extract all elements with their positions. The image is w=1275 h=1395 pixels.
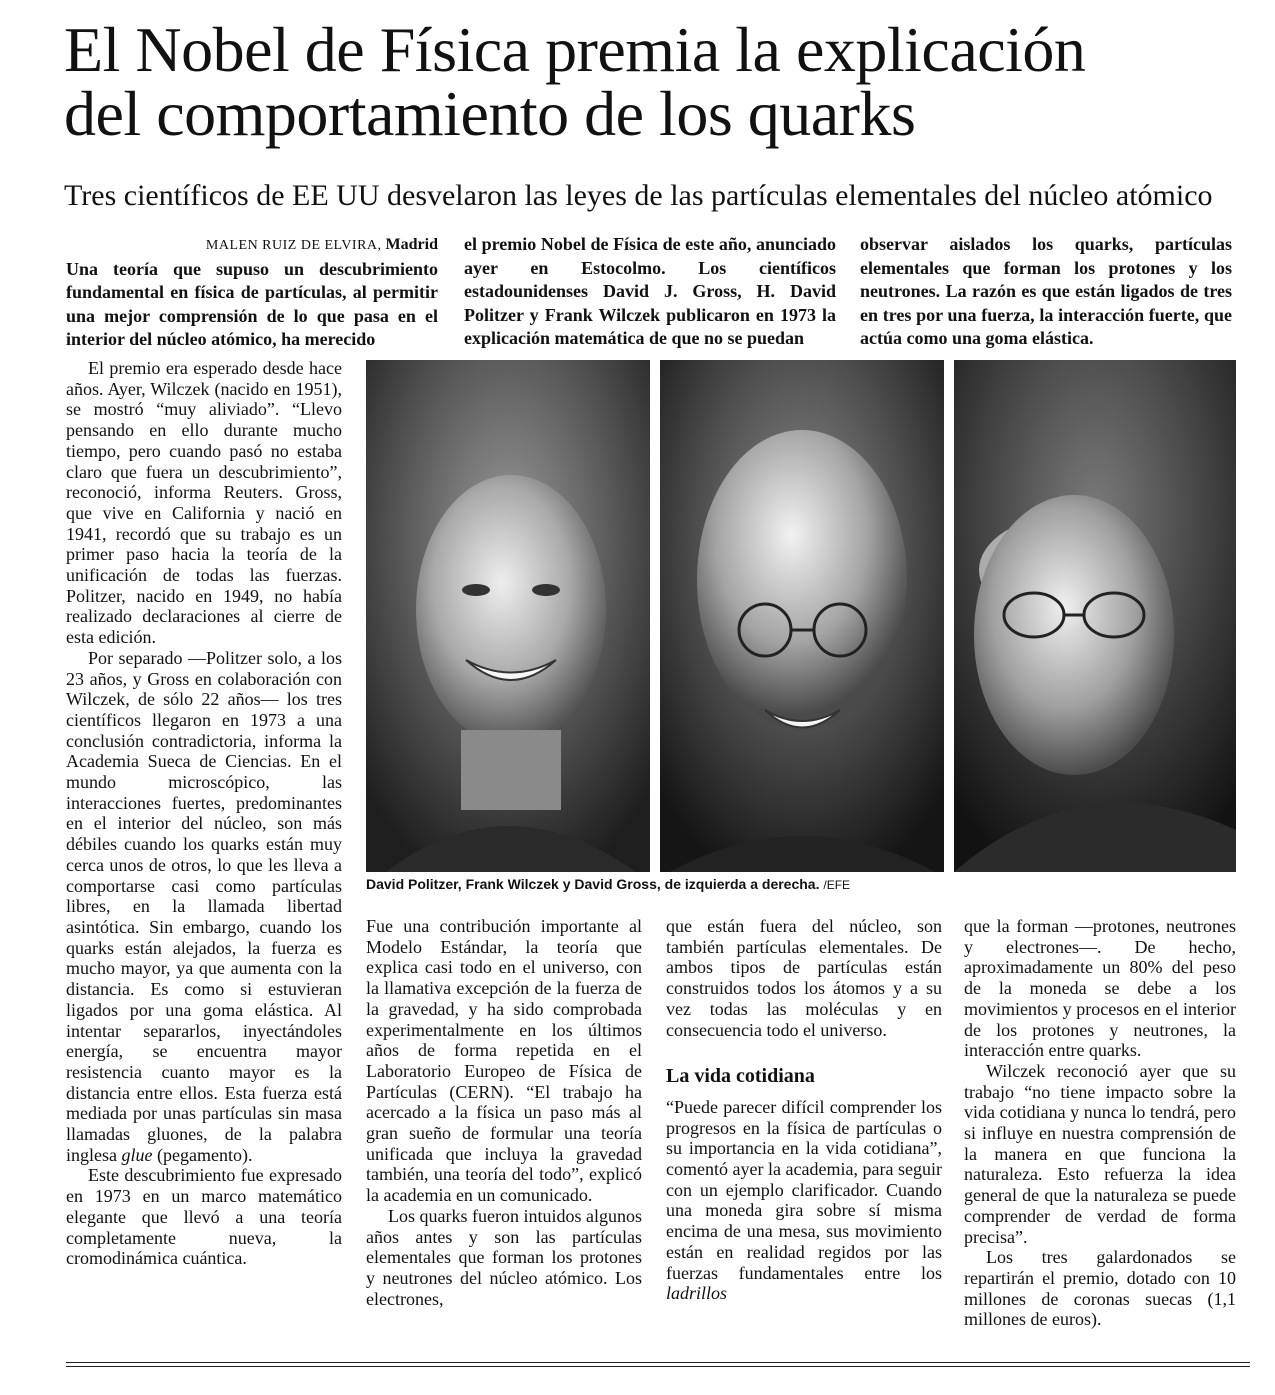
paragraph: Wilczek reconoció ayer que su trabajo “no tiene impacto sobre la vida cotidiana y nunca lo tendrá, pero si influye en nuestra comprensión de la manera en que funciona la naturaleza. Esto refuerza la idea general de que la naturaleza se puede comprender de verdad de forma precisa”. [964, 1060, 1236, 1247]
paragraph-text: Por separado —Politzer solo, a los 23 años, y Gross en colaboración con Wilczek, de sólo 22 años— los tres científicos llegaron en 1973 a una conclusión contradictoria, informa la Academia Sueca de Ciencias. En el mundo microscópico, las interacciones fuertes, predominantes en el interior del núcleo, son más débiles cuando los quarks están muy cerca unos de otros, lo que les lleva a comportarse casi como partículas libres, en la llamada libertad asintótica. Sin embargo, cuando los quarks están alejados, la fuerza es mucho mayor, ya que aumenta con la distancia. Es como si estuvieran ligados por una goma elástica. Al intentar separarlos, inyectándoles energía, se encuentra mayor resistencia cuanto mayor es la distancia entre ellos. Esta fuerza está mediada por unas partículas sin masa llamadas gluones, de la palabra inglesa [66, 647, 342, 1165]
glue-word: glue [121, 1144, 153, 1165]
portrait-image [366, 360, 650, 872]
paragraph-text: “Puede parecer difícil comprender los progresos en la física de partículas o su importancia en la vida cotidiana”, comentó ayer la academia, para seguir con un ejemplo clarificador. Cuando una moneda gira sobre sí misma encima de una mesa, sus movimiento están en realidad regidos por las fuerzas fundamentales entre los [666, 1096, 942, 1283]
caption-text: David Politzer, Frank Wilczek y David Gross, de izquierda a derecha. [366, 876, 820, 892]
headline-line-1: El Nobel de Física premia la explicación [64, 14, 1086, 85]
paragraph: que la forman —protones, neutrones y electrones—. De hecho, aproximadamente un 80% del peso de la moneda se debe a los movimientos y procesos en el interior de los protones y neutrones, la interacción entre quarks. [964, 916, 1236, 1061]
photo-gross [954, 360, 1236, 872]
paragraph: Los quarks fueron intuidos algunos años antes y son las partículas elementales que forman los protones y neutrones del núcleo atómico. Los electrones, [366, 1205, 642, 1309]
photo-wilczek [660, 360, 944, 872]
body-column-2 [366, 916, 642, 1309]
byline-city: Madrid [385, 236, 438, 253]
body-column-3 [666, 916, 942, 1304]
byline [66, 233, 438, 258]
photo-politzer [366, 360, 650, 872]
portrait-image [954, 360, 1236, 872]
lead-column-2 [464, 233, 836, 351]
paragraph-text: (pegamento). [157, 1144, 253, 1165]
paragraph: que están fuera del núcleo, son también partículas elementales. De ambos tipos de partículas están construidos todos los átomos y a su vez todas las moléculas y en consecuencia todo el universo. [666, 916, 942, 1040]
lead-text-3: observar aislados los quarks, partículas elementales que forman los protones y los neutrones. La razón es que están ligados de tres en tres por una fuerza, la interacción fuerte, que actúa como una goma elástica. [860, 234, 1232, 348]
photo-caption [366, 876, 1246, 892]
paragraph: El premio era esperado desde hace años. Ayer, Wilczek (nacido en 1951), se mostró “muy aliviado”. “Llevo pensando en ello durante mucho tiempo, pero cuando pasó no estaba claro que fuera un descubrimiento”, reconoció, informa Reuters. Gross, que vive en California y nació en 1941, recordó que su trabajo es un primer paso hacia la teoría de la unificación de todas las fuerzas. Politzer, nacido en 1949, no había realizado declaraciones al cierre de esta edición. [66, 358, 342, 648]
bottom-rule [66, 1362, 1250, 1363]
bottom-rule [66, 1366, 1250, 1367]
lead-text-2: el premio Nobel de Física de este año, anunciado ayer en Estocolmo. Los científicos estadounidenses David J. Gross, H. David Politzer y Frank Wilczek publicaron en 1973 la explicación matemática de que no se puedan [464, 234, 836, 348]
lead-column-3 [860, 233, 1232, 351]
paragraph: Fue una contribución importante al Modelo Estándar, la teoría que explica casi todo en el universo, con la llamativa excepción de la fuerza de la gravedad, y ha sido comprobada experimentalmente en los últimos años de forma repetida en el Laboratorio Europeo de Física de Partículas (CERN). “El trabajo ha acercado a la física un paso más al gran sueño de formular una teoría unificada que incluya la gravedad también, una teoría del todo”, explicó la academia en un comunicado. [366, 916, 642, 1206]
paragraph [66, 648, 342, 1166]
headline-line-2: del comportamiento de los quarks [64, 78, 916, 149]
paragraph [666, 1097, 942, 1304]
lead-text-1: Una teoría que supuso un descubrimiento fundamental en física de partículas, al permitir una mejor comprensión de lo que pasa en el interior del núcleo atómico, ha merecido [66, 258, 438, 349]
headline [64, 14, 1244, 149]
body-column-4 [964, 916, 1236, 1330]
section-title: La vida cotidiana [666, 1065, 815, 1088]
lead-column-1 [66, 233, 438, 352]
portrait-image [660, 360, 944, 872]
paragraph: Este descubrimiento fue expresado en 1973 en un marco matemático elegante que llevó a una teoría completamente nueva, la cromodinámica cuántica. [66, 1165, 342, 1269]
paragraph: Los tres galardonados se repartirán el premio, dotado con 10 millones de coronas suecas (1,1 millones de euros). [964, 1247, 1236, 1330]
byline-author: MALEN RUIZ DE ELVIRA, [205, 238, 382, 253]
subheadline: Tres científicos de EE UU desvelaron las leyes de las partículas elementales del núcleo atómico [64, 179, 1213, 212]
body-column-1 [66, 358, 342, 1269]
ladrillos-word: ladrillos [666, 1283, 728, 1304]
photo-credit: /EFE [823, 878, 851, 892]
